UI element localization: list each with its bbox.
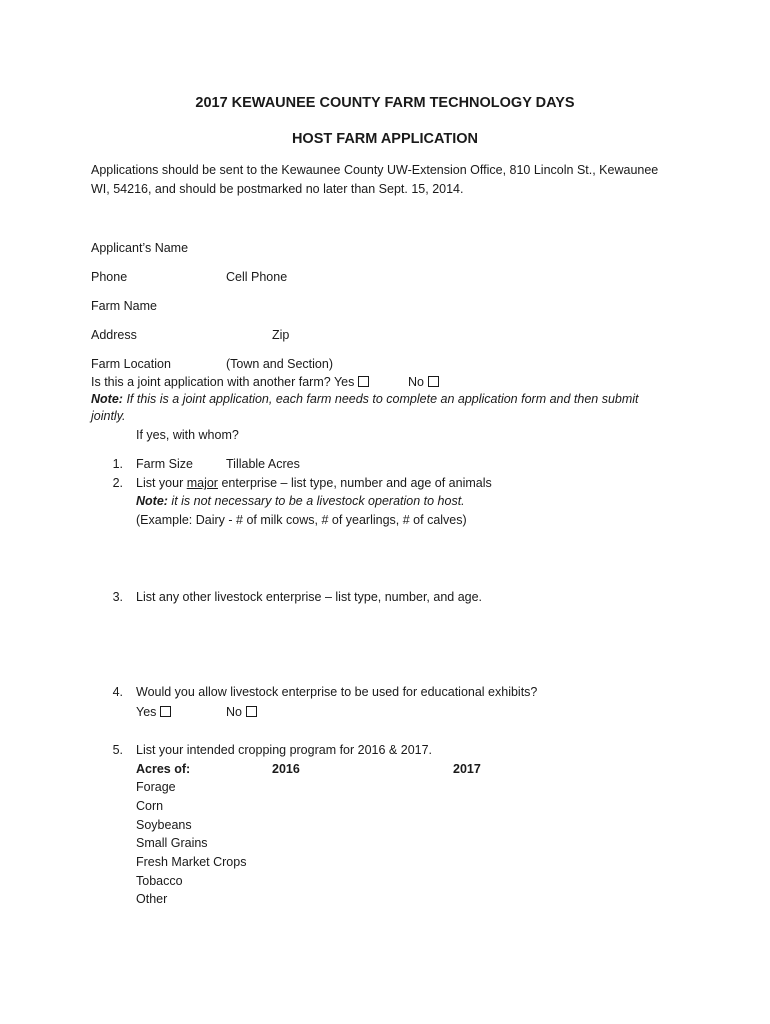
item-5-number: 5. bbox=[112, 743, 123, 757]
intro-paragraph: Applications should be sent to the Kewaunee County UW-Extension Office, 810 Lincoln St., Kewaunee WI, 54216, and should be postmarked no later than Sept. 15, 2014. bbox=[91, 163, 659, 196]
zip-label: Zip bbox=[272, 328, 290, 342]
item-2-label-end: enterprise – list type, number and age of animals bbox=[217, 476, 492, 490]
exhibits-no-checkbox[interactable] bbox=[246, 706, 257, 717]
farm-name-label: Farm Name bbox=[91, 299, 157, 313]
item-2-note-text: it is not necessary to be a livestock operation to host. bbox=[167, 494, 465, 508]
crop-row: Corn bbox=[136, 799, 164, 813]
item-4-number: 4. bbox=[112, 685, 123, 699]
item-2-example: (Example: Dairy - # of milk cows, # of yearlings, # of calves) bbox=[136, 513, 467, 527]
joint-question-text: Is this a joint application with another farm? Yes bbox=[91, 375, 355, 389]
applicant-name-label: Applicant’s Name bbox=[91, 241, 189, 255]
joint-application-question bbox=[91, 373, 369, 391]
joint-note bbox=[91, 391, 666, 425]
item-2-number: 2. bbox=[112, 476, 123, 490]
page-subtitle: HOST FARM APPLICATION bbox=[291, 131, 479, 147]
cell-phone-label: Cell Phone bbox=[226, 270, 288, 284]
crop-row: Soybeans bbox=[136, 818, 192, 832]
item-2-label-start: List your bbox=[136, 476, 187, 490]
crops-header: Acres of: bbox=[136, 762, 191, 776]
joint-note-text: If this is a joint application, each farm needs to complete an application form and then submit jointly. bbox=[91, 392, 639, 423]
item-3-label: List any other livestock enterprise – list type, number, and age. bbox=[136, 590, 483, 604]
item-2-label bbox=[136, 474, 492, 492]
exhibits-yes-checkbox[interactable] bbox=[160, 706, 171, 717]
with-whom-label: If yes, with whom? bbox=[136, 428, 239, 442]
item-2-note bbox=[136, 492, 465, 510]
item-4-label: Would you allow livestock enterprise to be used for educational exhibits? bbox=[136, 685, 538, 699]
crop-row: Fresh Market Crops bbox=[136, 855, 247, 869]
joint-yes-checkbox[interactable] bbox=[358, 376, 369, 387]
exhibits-no-label: No bbox=[226, 705, 242, 719]
item-1-number: 1. bbox=[112, 457, 123, 471]
item-2-note-label: Note: bbox=[136, 494, 168, 508]
item-5-label: List your intended cropping program for 2016 & 2017. bbox=[136, 743, 433, 757]
item-2-major-word: major bbox=[186, 476, 218, 490]
crop-row: Forage bbox=[136, 780, 176, 794]
crops-col-2017: 2017 bbox=[453, 762, 481, 776]
joint-note-label: Note: bbox=[91, 392, 123, 406]
joint-no-option bbox=[408, 373, 439, 391]
tillable-acres-label: Tillable Acres bbox=[226, 457, 300, 471]
item-3-number: 3. bbox=[112, 590, 123, 604]
crop-row: Other bbox=[136, 892, 168, 906]
page-title: 2017 KEWAUNEE COUNTY FARM TECHNOLOGY DAYS bbox=[195, 95, 575, 111]
farm-size-label: Farm Size bbox=[136, 457, 193, 471]
town-section-label: (Town and Section) bbox=[226, 357, 334, 371]
exhibits-yes-option bbox=[136, 703, 171, 721]
exhibits-no-option bbox=[226, 703, 257, 721]
crops-col-2016: 2016 bbox=[272, 762, 300, 776]
crop-row: Small Grains bbox=[136, 836, 208, 850]
crop-row: Tobacco bbox=[136, 874, 183, 888]
exhibits-yes-label: Yes bbox=[136, 705, 157, 719]
farm-location-label: Farm Location bbox=[91, 357, 171, 371]
address-label: Address bbox=[91, 328, 137, 342]
phone-label: Phone bbox=[91, 270, 128, 284]
joint-no-checkbox[interactable] bbox=[428, 376, 439, 387]
joint-no-label: No bbox=[408, 375, 424, 389]
